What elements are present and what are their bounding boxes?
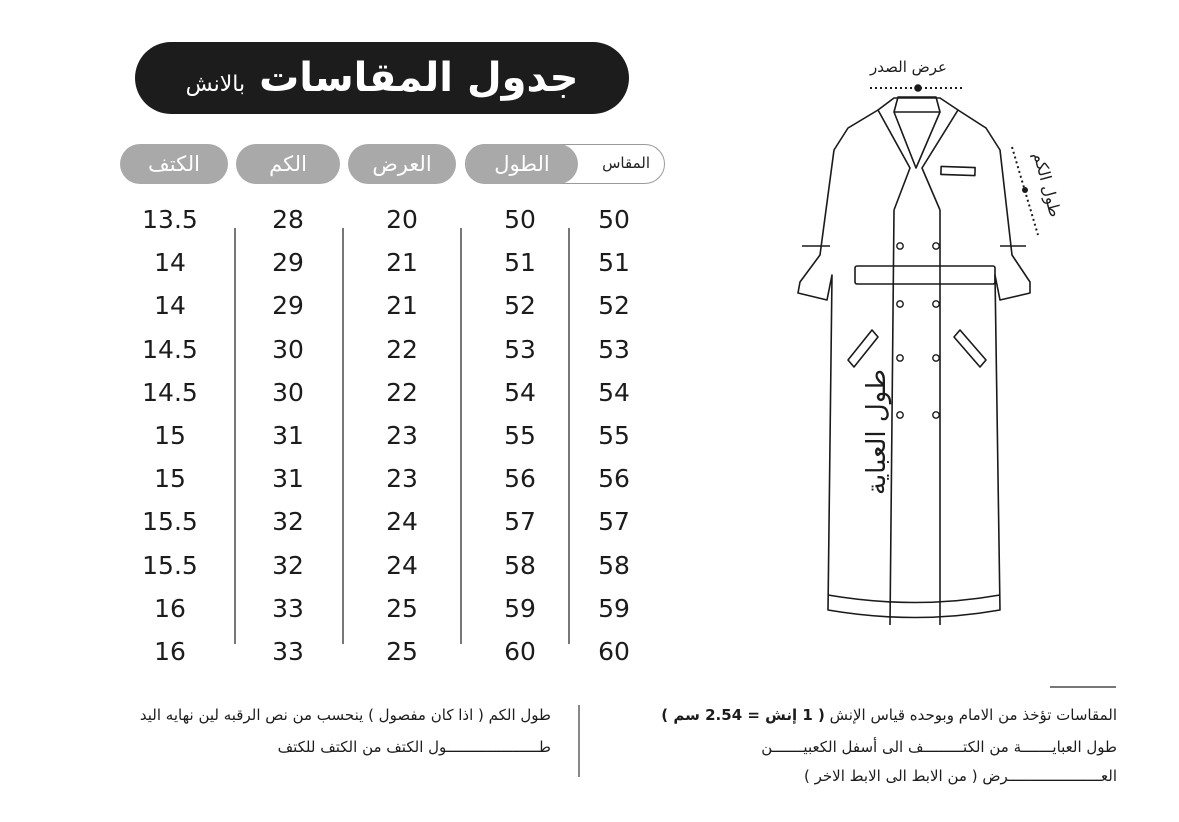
length-cell: 55 <box>504 420 536 450</box>
title-banner <box>135 42 629 114</box>
column-width <box>352 198 452 673</box>
sleeve-cell: 28 <box>272 205 304 234</box>
width-cell: 22 <box>386 334 418 364</box>
size-cell: 59 <box>598 593 630 623</box>
size-cell: 51 <box>598 248 630 278</box>
length-cell: 54 <box>504 377 536 407</box>
width-cell: 22 <box>386 377 418 407</box>
size-cell: 60 <box>598 636 630 666</box>
size-cell: 58 <box>598 550 630 580</box>
length-cell: 56 <box>504 464 536 494</box>
shoulder-cell: 14 <box>154 291 186 321</box>
note-measure-unit: المقاسات تؤخذ من الامام وبوحده قياس الإنش ( 1 إنش = 2.54 سم ) <box>661 706 1117 724</box>
shoulder-cell: 14 <box>154 248 186 278</box>
page-title: جدول المقاسات <box>259 55 579 101</box>
note-shoulder: طـــــــــــــــــــــول الكتف من الكتف للكتف <box>277 738 551 756</box>
width-cell: 23 <box>386 420 418 450</box>
header-size: المقاس <box>602 154 650 172</box>
shoulder-cell: 15.5 <box>142 507 198 537</box>
shoulder-cell: 15 <box>154 420 186 450</box>
note-abaya-length: طول العبايـــــــة من الكتـــــــــف الى أسفل الكعبيـــــــن <box>761 738 1117 756</box>
abaya-length-label: طول العباية <box>862 369 892 495</box>
sleeve-cell: 32 <box>272 550 304 580</box>
length-cell: 59 <box>504 593 536 623</box>
sleeve-cell: 29 <box>272 291 304 321</box>
width-cell: 23 <box>386 464 418 494</box>
sleeve-cell: 33 <box>272 636 304 666</box>
width-cell: 24 <box>386 550 418 580</box>
divider <box>1050 686 1116 688</box>
shoulder-cell: 14.5 <box>142 334 198 364</box>
length-cell: 58 <box>504 550 536 580</box>
shoulder-cell: 16 <box>154 593 186 623</box>
sleeve-cell: 30 <box>272 334 304 364</box>
shoulder-cell: 15 <box>154 464 186 494</box>
column-sleeve <box>238 198 338 673</box>
sleeve-cell: 31 <box>272 464 304 494</box>
size-cell: 54 <box>598 377 630 407</box>
header-sleeve: الكم <box>236 144 340 184</box>
column-divider <box>460 228 462 644</box>
width-cell: 21 <box>386 248 418 278</box>
note-sleeve: طول الكم ( اذا كان مفصول ) ينحسب من نص الرقبه لين نهايه اليد <box>139 706 551 724</box>
width-cell: 24 <box>386 507 418 537</box>
size-cell: 52 <box>598 291 630 321</box>
header-size-length <box>465 144 665 184</box>
chest-width-label: عرض الصدر <box>870 58 947 76</box>
size-cell: 50 <box>598 205 630 234</box>
sleeve-cell: 33 <box>272 593 304 623</box>
page-subtitle: بالانش <box>185 71 246 97</box>
size-cell: 57 <box>598 507 630 537</box>
width-cell: 25 <box>386 636 418 666</box>
shoulder-cell: 16 <box>154 636 186 666</box>
column-divider <box>234 228 236 644</box>
sleeve-cell: 29 <box>272 248 304 278</box>
sleeve-cell: 32 <box>272 507 304 537</box>
size-cell: 56 <box>598 464 630 494</box>
width-cell: 25 <box>386 593 418 623</box>
header-length: الطول <box>466 144 578 184</box>
column-size <box>564 198 664 673</box>
length-cell: 60 <box>504 636 536 666</box>
header-shoulder: الكتف <box>120 144 228 184</box>
shoulder-cell: 14.5 <box>142 377 198 407</box>
sleeve-cell: 31 <box>272 420 304 450</box>
header-width: العرض <box>348 144 456 184</box>
size-cell: 53 <box>598 334 630 364</box>
abaya-diagram-icon <box>790 50 1060 640</box>
divider <box>578 705 580 777</box>
sleeve-cell: 30 <box>272 377 304 407</box>
column-length <box>470 198 570 673</box>
note-width: العـــــــــــــــــــــرض ( من الابط الى الابط الاخر ) <box>804 767 1117 785</box>
length-cell: 51 <box>504 248 536 278</box>
width-cell: 20 <box>386 205 418 234</box>
size-cell: 55 <box>598 420 630 450</box>
width-cell: 21 <box>386 291 418 321</box>
length-cell: 52 <box>504 291 536 321</box>
column-divider <box>342 228 344 644</box>
length-cell: 57 <box>504 507 536 537</box>
shoulder-cell: 13.5 <box>142 205 198 234</box>
sleeve-length-label: طول الكم <box>1029 149 1066 220</box>
length-cell: 53 <box>504 334 536 364</box>
length-cell: 50 <box>504 205 536 234</box>
column-shoulder <box>120 198 220 673</box>
shoulder-cell: 15.5 <box>142 550 198 580</box>
